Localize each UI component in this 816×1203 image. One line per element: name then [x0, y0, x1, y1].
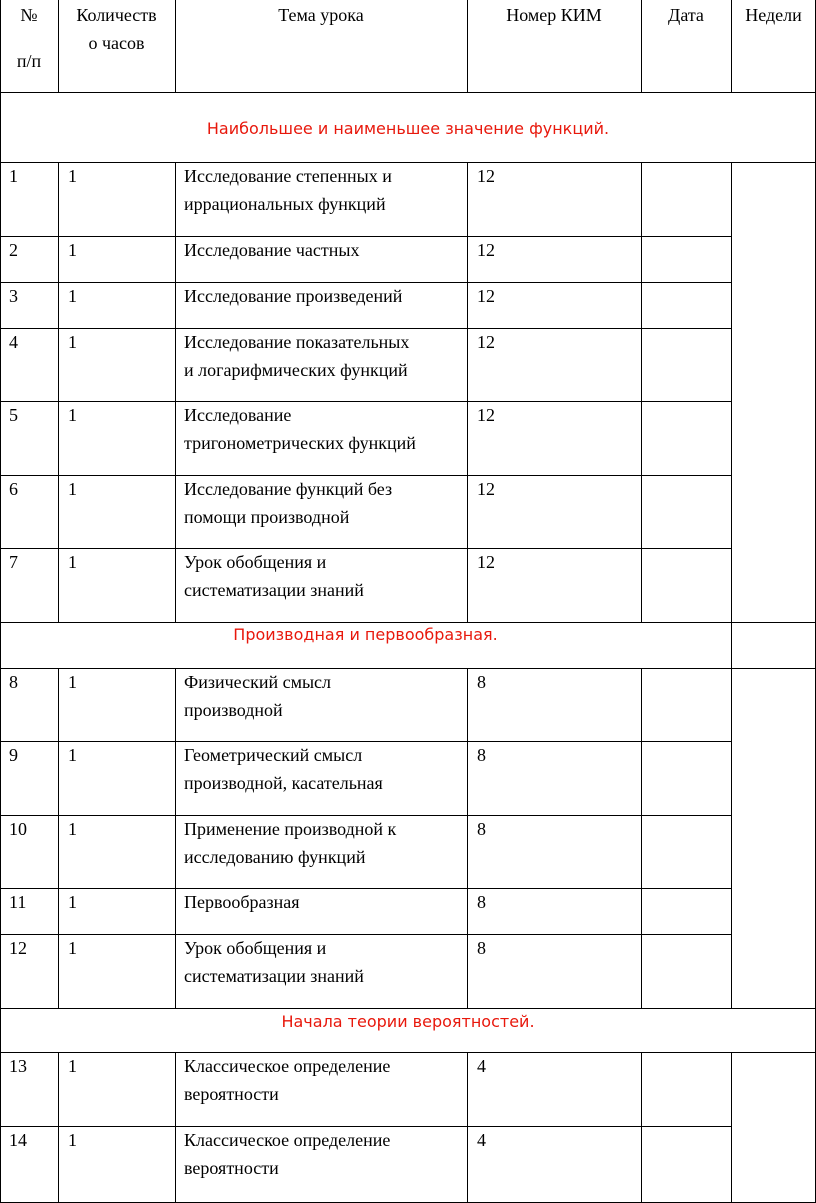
row-kim: 8 — [477, 892, 486, 912]
row-hours: 1 — [68, 892, 77, 912]
row-kim: 8 — [477, 745, 486, 765]
row-topic: Применение производной к — [184, 819, 397, 839]
row-kim: 4 — [477, 1130, 486, 1150]
row-topic: иррациональных функций — [184, 194, 386, 214]
header-date: Дата — [668, 5, 704, 25]
header-num-line2: п/п — [16, 51, 42, 71]
row-number: 13 — [9, 1056, 27, 1076]
row-kim: 8 — [477, 819, 486, 839]
row-kim: 8 — [477, 672, 486, 692]
row-topic: Урок обобщения и — [184, 552, 327, 572]
row-hours: 1 — [68, 405, 77, 425]
row-topic: Исследование — [184, 405, 292, 425]
row-number: 8 — [9, 672, 18, 692]
section-title-1: Наибольшее и наименьшее значение функций. — [206, 119, 610, 138]
row-topic: помощи производной — [184, 507, 350, 527]
row-kim: 12 — [477, 479, 495, 499]
row-kim: 12 — [477, 332, 495, 352]
row-kim: 12 — [477, 552, 495, 572]
row-hours: 1 — [68, 938, 77, 958]
section-title-2: Производная и первообразная. — [233, 625, 498, 644]
header-weeks: Недели — [745, 5, 802, 25]
row-topic: Исследование показательных — [184, 332, 410, 352]
row-topic: Первообразная — [184, 892, 300, 912]
row-number: 3 — [9, 286, 18, 306]
row-hours: 1 — [68, 479, 77, 499]
row-topic: Исследование произведений — [184, 286, 403, 306]
row-topic: Физический смысл — [184, 672, 332, 692]
row-topic: Геометрический смысл — [184, 745, 363, 765]
row-number: 5 — [9, 405, 18, 425]
row-topic: производной — [184, 700, 283, 720]
row-number: 1 — [9, 166, 18, 186]
row-topic: Урок обобщения и — [184, 938, 327, 958]
row-topic: систематизации знаний — [184, 966, 364, 986]
row-topic: Классическое определение — [184, 1130, 391, 1150]
row-topic: вероятности — [184, 1084, 279, 1104]
section-title-3: Начала теории вероятностей. — [281, 1012, 535, 1031]
row-number: 7 — [9, 552, 18, 572]
row-topic: и логарифмических функций — [184, 360, 408, 380]
row-number: 2 — [9, 240, 18, 260]
row-number: 14 — [9, 1130, 27, 1150]
row-number: 4 — [9, 332, 18, 352]
row-hours: 1 — [68, 552, 77, 572]
header-hours: Количеств — [76, 5, 157, 25]
row-kim: 12 — [477, 405, 495, 425]
row-topic: производной, касательная — [184, 773, 383, 793]
row-number: 9 — [9, 745, 18, 765]
row-topic: тригонометрических функций — [184, 433, 416, 453]
row-number: 12 — [9, 938, 27, 958]
row-hours: 1 — [68, 1130, 77, 1150]
header-hours-line2: о часов — [88, 33, 145, 53]
row-topic: исследованию функций — [184, 847, 366, 867]
row-number: 6 — [9, 479, 18, 499]
row-kim: 12 — [477, 166, 495, 186]
row-kim: 12 — [477, 286, 495, 306]
row-hours: 1 — [68, 1056, 77, 1076]
header-num: № — [20, 5, 38, 25]
row-topic: Исследование функций без — [184, 479, 393, 499]
row-hours: 1 — [68, 286, 77, 306]
row-number: 11 — [9, 892, 27, 912]
header-kim: Номер КИМ — [506, 5, 602, 25]
row-kim: 12 — [477, 240, 495, 260]
row-hours: 1 — [68, 672, 77, 692]
row-hours: 1 — [68, 166, 77, 186]
row-kim: 8 — [477, 938, 486, 958]
row-topic: Классическое определение — [184, 1056, 391, 1076]
row-number: 10 — [9, 819, 27, 839]
row-topic: систематизации знаний — [184, 580, 364, 600]
row-hours: 1 — [68, 240, 77, 260]
header-topic: Тема урока — [278, 5, 364, 25]
row-topic: Исследование частных — [184, 240, 360, 260]
row-topic: Исследование степенных и — [184, 166, 392, 186]
row-kim: 4 — [477, 1056, 486, 1076]
row-hours: 1 — [68, 332, 77, 352]
row-hours: 1 — [68, 819, 77, 839]
row-hours: 1 — [68, 745, 77, 765]
row-topic: вероятности — [184, 1158, 279, 1178]
